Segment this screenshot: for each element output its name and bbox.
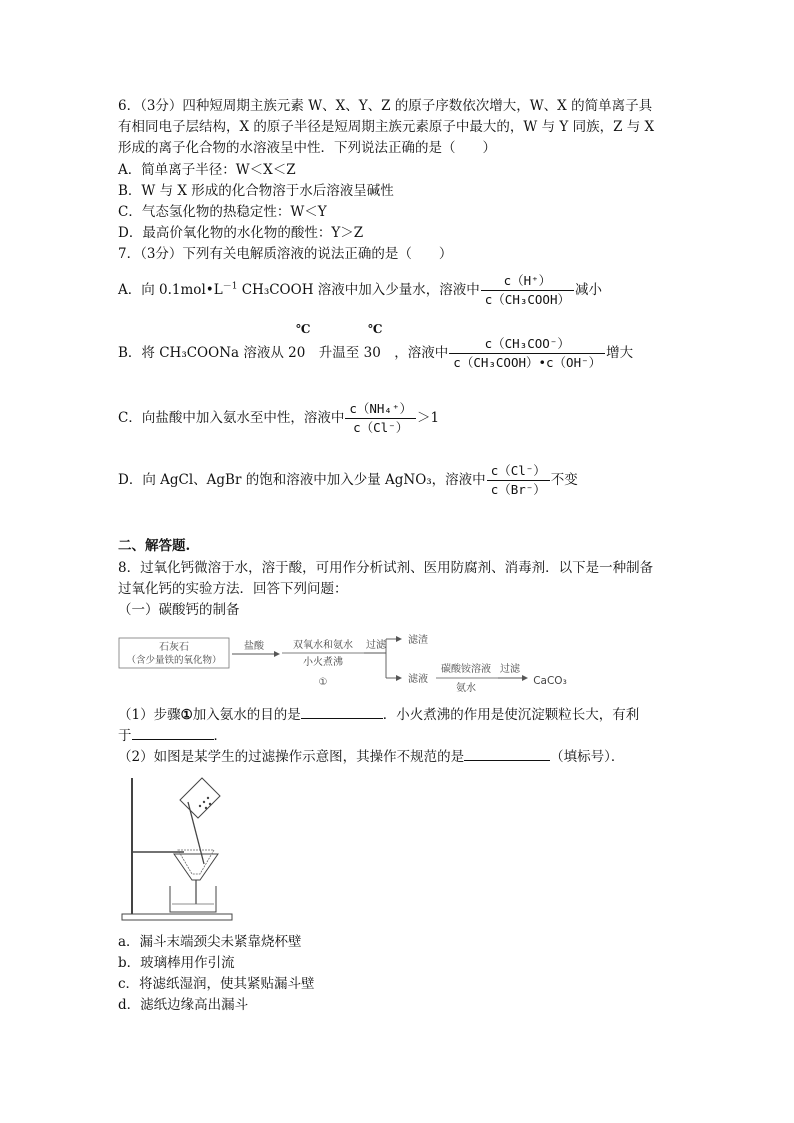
q8-s2-end: （填标号）． (550, 749, 625, 765)
q7-option-b (118, 335, 633, 372)
q8-s1-continuation: ．小火煮沸的作用是使沉淀颗粒长大，有利 (382, 707, 640, 723)
q7-b-suffix: 增大 (606, 345, 634, 361)
stand-base (122, 914, 232, 920)
q6-stem-line2: 有相同电子层结构，X 的原子半径是短周期主族元素原子中最大的，W 与 Y 同族，Z 与 X (118, 119, 655, 135)
q7-c-fraction (345, 400, 416, 437)
flow-arrow-2-label: 过滤 (366, 640, 386, 651)
step-number-circle: ① (180, 707, 193, 723)
answer-blank-1[interactable] (301, 704, 383, 719)
q6-stem-line3: 形成的离子化合物的水溶液呈中性．下列说法正确的是（ ） (118, 140, 496, 156)
q6-stem-line1: 6．（3分）四种短周期主族元素 W、X、Y、Z 的原子序数依次增大，W、X 的简单离子具 (118, 98, 653, 114)
q7-d-suffix: 不变 (550, 472, 578, 488)
answer-blank-2[interactable] (132, 725, 214, 740)
beaker (170, 886, 216, 912)
precipitate-dot-2 (207, 797, 209, 799)
flow-arrow-4-label: 过滤 (500, 664, 520, 675)
flow-arrow-1-label: 盐酸 (244, 641, 264, 652)
q7-option-c (118, 400, 439, 437)
flow-condition-label: 小火煮沸 (303, 657, 343, 668)
q7-b-numerator: c（CH₃COO⁻） (449, 335, 605, 354)
precipitate-dot-5 (205, 807, 207, 809)
flow-output-filtrate: 滤液 (408, 674, 428, 685)
funnel-cone (174, 854, 218, 880)
flow-step-number: ① (318, 677, 328, 688)
flow-arrowhead-1 (274, 651, 280, 657)
choice-c: c．将滤纸湿润，使其紧贴漏斗壁 (118, 976, 315, 992)
flow-reagent-label: 双氧水和氨水 (293, 640, 353, 651)
pouring-beaker (180, 778, 220, 818)
precipitate-dot-1 (203, 801, 205, 803)
process-flow-diagram (118, 634, 588, 694)
section-heading: 二、解答题. (118, 538, 191, 554)
q7-c-numerator: c（NH₄⁺） (345, 400, 416, 419)
q7-d-denominator: c（Br⁻） (490, 482, 546, 497)
q7-d-numerator: c（Cl⁻） (487, 462, 550, 481)
answer-blank-3[interactable] (464, 746, 550, 761)
q7-a-sup: －1 (222, 281, 238, 292)
choice-a: a．漏斗末端颈尖未紧靠烧杯壁 (118, 934, 302, 950)
apparatus-svg (118, 770, 238, 930)
q7-b-denominator: c（CH₃COOH）•c（OH⁻） (453, 355, 602, 370)
q7-b-fraction (449, 335, 605, 372)
filtration-apparatus-figure (118, 770, 238, 930)
glass-rod (188, 802, 204, 864)
flow-arrowhead-top (396, 636, 402, 642)
q7-a-fraction (481, 272, 574, 309)
flow-output-residue: 滤渣 (408, 635, 428, 646)
precipitate-dot-4 (209, 803, 211, 805)
flow-arrowhead-bottom (396, 675, 402, 681)
q7-b-prefix: B．将 CH₃COONa 溶液从 20 升温至 30 ，溶液中 (118, 345, 449, 361)
q8-subquestion-1-line1 (118, 704, 639, 725)
flow-start-label-2: （含少量铁的氧化物） (126, 655, 222, 666)
q8-stem-line1: 8．过氧化钙微溶于水，溶于酸，可用作分析试剂、医用防腐剂、消毒剂．以下是一种制备 (118, 560, 654, 576)
q7-b-degree-2: ℃ (368, 322, 383, 336)
q7-b-degree-1: ℃ (296, 322, 311, 336)
q7-a-prefix: A．向 0.1mol•L (118, 282, 223, 298)
q7-a-denominator: c（CH₃COOH） (484, 292, 570, 307)
q7-option-d (118, 462, 578, 499)
q7-a-suffix: 减小 (574, 282, 602, 298)
flow-start-label-1: 石灰石 (159, 642, 189, 653)
q8-part-heading: （一）碳酸钙的制备 (118, 602, 240, 618)
q7-option-a (118, 272, 602, 309)
q7-c-prefix: C．向盐酸中加入氨水至中性，溶液中 (118, 410, 345, 426)
q8-s2-text: （2）如图是某学生的过滤操作示意图，其操作不规范的是 (118, 749, 465, 765)
q7-c-denominator: c（Cl⁻） (353, 420, 409, 435)
q6-option-c: C．气态氢化物的热稳定性：W＜Y (118, 204, 327, 220)
q7-c-suffix: ＞1 (416, 410, 440, 426)
q6-option-b: B．W 与 X 形成的化合物溶于水后溶液呈碱性 (118, 183, 394, 199)
q7-d-prefix: D．向 AgCl、AgBr 的饱和溶液中加入少量 AgNO₃，溶液中 (118, 472, 486, 488)
flow-arrow-3-top: 碳酸铵溶液 (441, 664, 491, 675)
choice-b: b．玻璃棒用作引流 (118, 955, 235, 971)
q6-option-d: D．最高价氧化物的水化物的酸性：Y＞Z (118, 225, 364, 241)
q7-d-fraction (487, 462, 550, 499)
precipitate-dot-3 (199, 805, 201, 807)
flow-arrow-3-bottom: 氨水 (456, 683, 476, 694)
choice-d: d．滤纸边缘高出漏斗 (118, 997, 249, 1013)
flow-svg (118, 634, 588, 694)
q7-a-mid: CH₃COOH 溶液中加入少量水，溶液中 (237, 282, 480, 298)
q8-subquestion-2 (118, 746, 624, 767)
flow-arrowhead-4 (522, 675, 528, 681)
q8-s1-prefix: （1）步骤 (118, 707, 181, 723)
q8-stem-line2: 过氧化钙的实验方法．回答下列问题： (118, 581, 348, 597)
q8-s1-wrap: 于 (118, 728, 132, 744)
q8-subquestion-1-line2 (118, 725, 227, 746)
flow-product: CaCO₃ (533, 675, 567, 687)
q8-s1-end: ． (213, 728, 227, 744)
q7-a-numerator: c（H⁺） (481, 272, 574, 291)
q8-s1-text: 加入氨水的目的是 (192, 707, 301, 723)
q6-option-a: A．简单离子半径：W＜X＜Z (118, 162, 296, 178)
q7-stem: 7．（3分）下列有关电解质溶液的说法正确的是（ ） (118, 246, 453, 262)
